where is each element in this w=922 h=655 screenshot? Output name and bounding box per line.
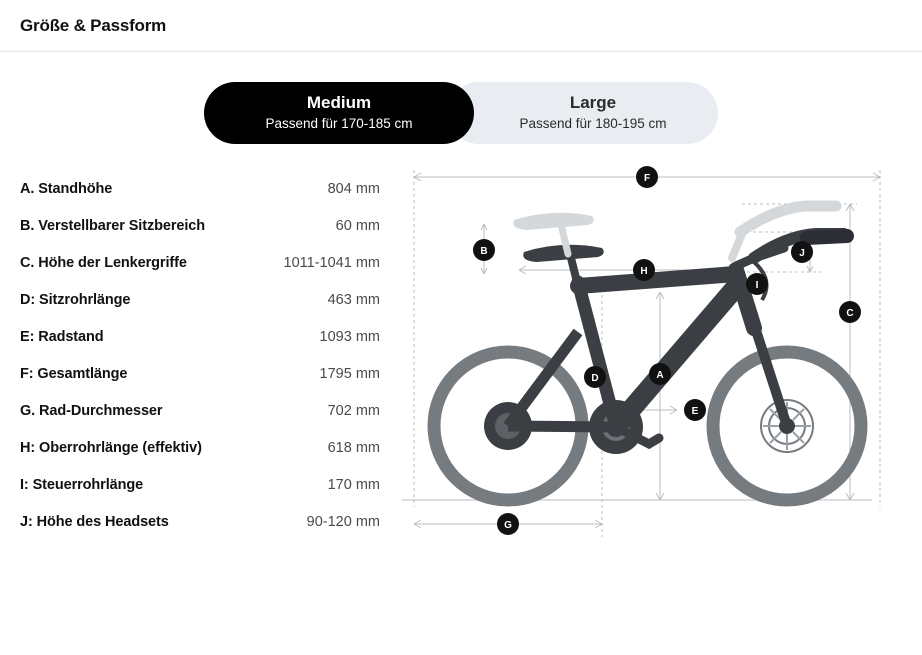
marker-e-label: E: [691, 406, 699, 417]
marker-d: [584, 366, 606, 388]
spec-label-d: D: Sitzrohrlänge: [20, 291, 131, 308]
size-option-medium-name: Medium: [306, 93, 372, 112]
marker-c-label: C: [846, 308, 854, 319]
marker-d-label: D: [591, 373, 599, 384]
spec-value-c: 1011-1041 mm: [283, 254, 380, 271]
spec-label-j: J: Höhe des Headsets: [20, 513, 169, 530]
top-tube: [578, 274, 736, 286]
spec-value-g: 702 mm: [327, 402, 380, 419]
spec-row-i: [20, 466, 380, 503]
marker-a: [649, 363, 671, 385]
spec-value-h: 618 mm: [327, 439, 380, 456]
grip: [807, 236, 847, 238]
spec-row-d: [20, 281, 380, 318]
marker-b: [473, 239, 495, 261]
spec-row-g: [20, 392, 380, 429]
spec-row-e: [20, 318, 380, 355]
spec-value-i: 170 mm: [327, 476, 380, 493]
spec-row-a: [20, 170, 380, 207]
marker-a-label: A: [656, 370, 664, 381]
spec-row-j: [20, 503, 380, 540]
size-option-large-fit: Passend für 180-195 cm: [519, 116, 667, 131]
spec-list: [20, 170, 380, 562]
spec-label-a: A. Standhöhe: [20, 180, 113, 197]
marker-f-label: F: [643, 173, 651, 184]
chainstay: [508, 426, 616, 427]
marker-c: [839, 301, 861, 323]
spec-value-d: 463 mm: [327, 291, 380, 308]
panel-header: [0, 0, 922, 52]
spec-label-f: F: Gesamtlänge: [20, 365, 128, 382]
spec-label-c: C. Höhe der Lenkergriffe: [20, 254, 187, 271]
spec-label-h: H: Oberrohrlänge (effektiv): [20, 439, 202, 456]
marker-j: [791, 241, 813, 263]
size-option-large-name: Large: [569, 93, 617, 112]
spec-value-b: 60 mm: [335, 217, 380, 234]
spec-label-b: B. Verstellbarer Sitzbereich: [20, 217, 205, 234]
page-title: Größe & Passform: [20, 15, 167, 35]
saddle-ghost-high: [513, 213, 594, 230]
bike-geometry-diagram: [402, 162, 902, 562]
marker-h: [633, 259, 655, 281]
marker-i: [746, 273, 768, 295]
bike-diagram-svg: [402, 162, 902, 562]
spec-value-f: 1795 mm: [319, 365, 380, 382]
spec-value-e: 1093 mm: [319, 328, 380, 345]
spec-label-g: G. Rad-Durchmesser: [20, 402, 163, 419]
spec-row-h: [20, 429, 380, 466]
spec-label-e: E: Radstand: [20, 328, 104, 345]
size-option-medium-fit: Passend für 170-185 cm: [265, 116, 413, 131]
spec-label-i: I: Steuerrohrlänge: [20, 476, 144, 493]
spec-value-a: 804 mm: [327, 180, 380, 197]
spec-row-b: [20, 207, 380, 244]
marker-h-label: H: [640, 266, 648, 277]
marker-g: [497, 513, 519, 535]
marker-e: [684, 399, 706, 421]
marker-i-label: I: [755, 280, 759, 291]
size-toggle-group[interactable]: [0, 82, 922, 144]
spec-value-j: 90-120 mm: [306, 513, 380, 530]
marker-g-label: G: [504, 520, 512, 531]
spec-row-f: [20, 355, 380, 392]
size-option-medium[interactable]: [204, 82, 474, 144]
marker-b-label: B: [480, 246, 488, 257]
spec-row-c: [20, 244, 380, 281]
size-option-large[interactable]: [448, 82, 718, 144]
marker-f: [636, 166, 658, 188]
stem-ghost: [732, 234, 742, 258]
marker-j-label: J: [799, 248, 805, 259]
content-area: [0, 170, 922, 562]
